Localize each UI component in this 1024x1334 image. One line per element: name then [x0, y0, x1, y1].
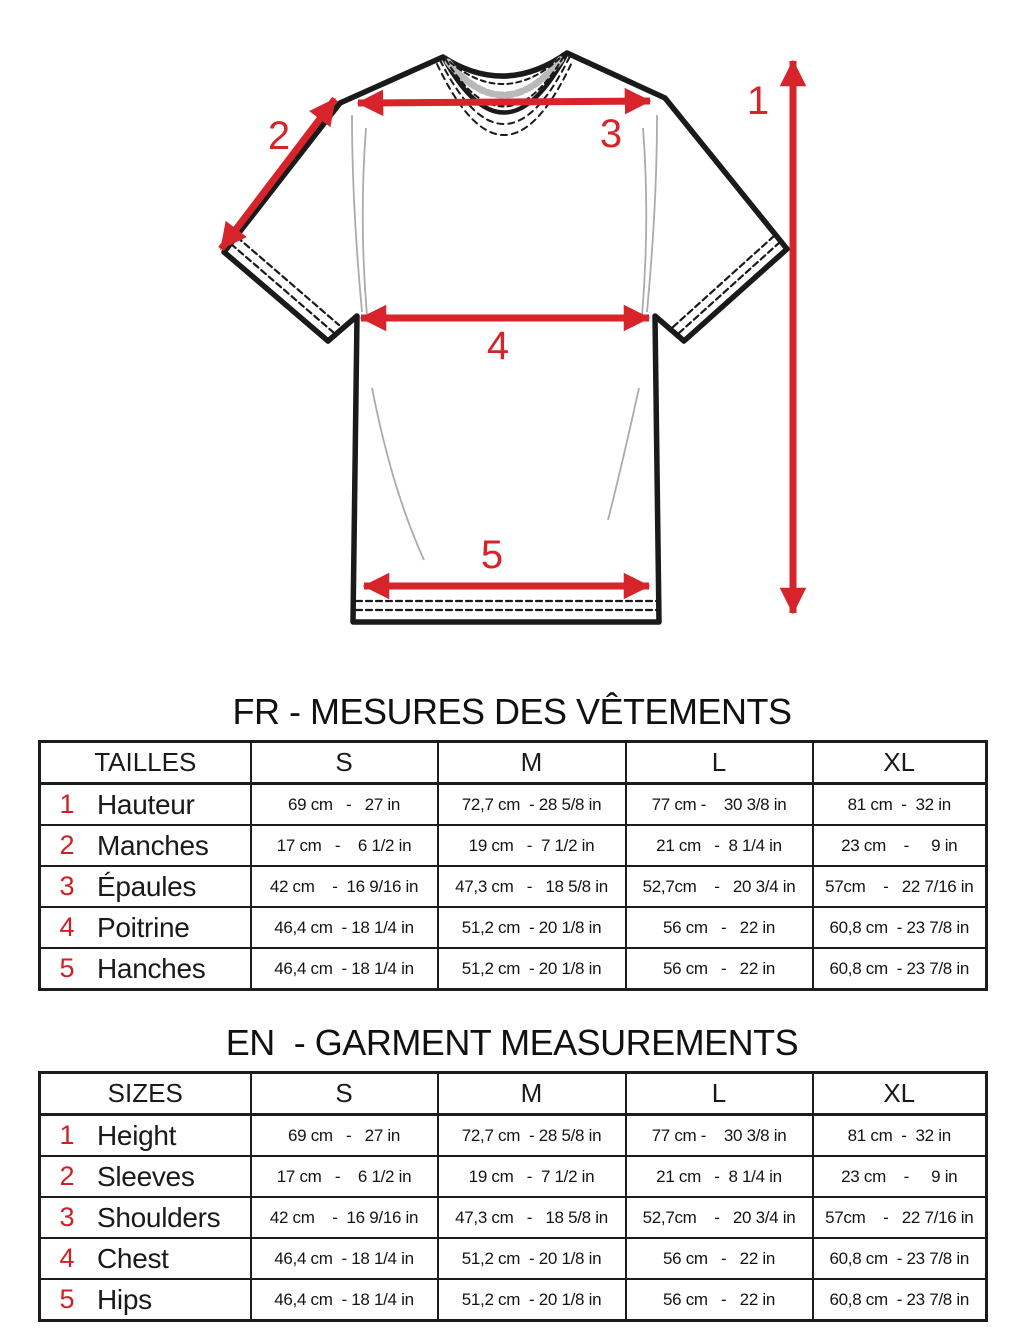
fr-row-epaules: [40, 866, 987, 907]
en-row-sleeves: [40, 1156, 987, 1197]
measure-value-cell: 46,4 cm - 18 1/4 in: [251, 1279, 438, 1321]
measure-value-cell: 60,8 cm - 23 7/8 in: [813, 1238, 987, 1279]
en-row-height: [40, 1115, 987, 1157]
measure-value-cell: 51,2 cm - 20 1/8 in: [438, 907, 626, 948]
row-number: 3: [59, 1202, 75, 1232]
row-number: 3: [59, 871, 75, 901]
measure-value-cell: 42 cm - 16 9/16 in: [251, 1197, 438, 1238]
en-header-xl: XL: [813, 1073, 987, 1115]
measure-value-cell: 19 cm - 7 1/2 in: [438, 825, 626, 866]
arrow-label-4: 4: [486, 324, 510, 368]
fr-row-hanches: [40, 948, 987, 990]
arrow-label-2: 2: [267, 114, 291, 158]
measure-label-cell: [40, 866, 251, 907]
measure-value-cell: 56 cm - 22 in: [626, 1279, 813, 1321]
row-label: Manches: [97, 829, 209, 861]
measure-value-cell: 51,2 cm - 20 1/8 in: [438, 1238, 626, 1279]
en-header-l: L: [626, 1073, 813, 1115]
measure-value-cell: 52,7cm - 20 3/4 in: [626, 1197, 813, 1238]
row-number: 2: [59, 830, 75, 860]
measure-value-cell: 19 cm - 7 1/2 in: [438, 1156, 626, 1197]
fr-row-poitrine: [40, 907, 987, 948]
row-number: 1: [59, 789, 75, 819]
fr-section: [0, 693, 1024, 991]
row-label: Hanches: [97, 952, 206, 984]
measure-value-cell: 72,7 cm - 28 5/8 in: [438, 784, 626, 826]
en-header-m: M: [438, 1073, 626, 1115]
measure-value-cell: 52,7cm - 20 3/4 in: [626, 866, 813, 907]
row-label: Chest: [97, 1242, 169, 1274]
measure-value-cell: 46,4 cm - 18 1/4 in: [251, 907, 438, 948]
measure-label-cell: [40, 1156, 251, 1197]
measure-value-cell: 69 cm - 27 in: [251, 1115, 438, 1157]
arrow-label-5: 5: [480, 533, 504, 577]
row-number: 2: [59, 1161, 75, 1191]
row-number: 1: [59, 1120, 75, 1150]
measure-value-cell: 56 cm - 22 in: [626, 948, 813, 990]
fr-header-m: M: [438, 742, 626, 784]
en-row-hips: [40, 1279, 987, 1321]
measure-value-cell: 17 cm - 6 1/2 in: [251, 1156, 438, 1197]
measure-value-cell: 69 cm - 27 in: [251, 784, 438, 826]
measure-value-cell: 77 cm - 30 3/8 in: [626, 1115, 813, 1157]
row-label: Shoulders: [97, 1201, 221, 1233]
measure-label-cell: [40, 1238, 251, 1279]
measure-value-cell: 60,8 cm - 23 7/8 in: [813, 948, 987, 990]
measure-value-cell: 77 cm - 30 3/8 in: [626, 784, 813, 826]
fr-row-hauteur: [40, 784, 987, 826]
fr-row-manches: [40, 825, 987, 866]
measure-label-cell: [40, 1115, 251, 1157]
measure-value-cell: 42 cm - 16 9/16 in: [251, 866, 438, 907]
en-header-sizes: SIZES: [40, 1073, 251, 1115]
en-size-table: [38, 1071, 988, 1322]
measure-value-cell: 51,2 cm - 20 1/8 in: [438, 948, 626, 990]
measure-value-cell: 51,2 cm - 20 1/8 in: [438, 1279, 626, 1321]
fr-header-sizes: TAILLES: [40, 742, 251, 784]
measure-label-cell: [40, 907, 251, 948]
fr-header-l: L: [626, 742, 813, 784]
measure-value-cell: 23 cm - 9 in: [813, 1156, 987, 1197]
arrow-3-shoulders: [358, 101, 650, 103]
arrow-label-3: 3: [599, 112, 623, 156]
measure-value-cell: 57cm - 22 7/16 in: [813, 1197, 987, 1238]
measure-label-cell: [40, 1279, 251, 1321]
measure-value-cell: 23 cm - 9 in: [813, 825, 987, 866]
arrow-label-1: 1: [746, 79, 770, 123]
measure-value-cell: 72,7 cm - 28 5/8 in: [438, 1115, 626, 1157]
measure-label-cell: [40, 784, 251, 826]
measure-label-cell: [40, 825, 251, 866]
en-title: EN - GARMENT MEASUREMENTS: [225, 1022, 799, 1063]
fr-header-s: S: [251, 742, 438, 784]
measure-value-cell: 17 cm - 6 1/2 in: [251, 825, 438, 866]
en-header-row: [40, 1073, 987, 1115]
measure-value-cell: 56 cm - 22 in: [626, 907, 813, 948]
measure-value-cell: 21 cm - 8 1/4 in: [626, 1156, 813, 1197]
row-label: Hips: [97, 1283, 152, 1315]
measure-value-cell: 46,4 cm - 18 1/4 in: [251, 1238, 438, 1279]
row-label: Height: [97, 1119, 177, 1151]
measure-value-cell: 60,8 cm - 23 7/8 in: [813, 907, 987, 948]
en-header-s: S: [251, 1073, 438, 1115]
row-number: 5: [59, 953, 75, 983]
measure-value-cell: 57cm - 22 7/16 in: [813, 866, 987, 907]
measure-value-cell: 81 cm - 32 in: [813, 784, 987, 826]
row-label: Sleeves: [97, 1160, 195, 1192]
row-label: Épaules: [97, 870, 197, 902]
measure-value-cell: 46,4 cm - 18 1/4 in: [251, 948, 438, 990]
measure-value-cell: 21 cm - 8 1/4 in: [626, 825, 813, 866]
measure-value-cell: 81 cm - 32 in: [813, 1115, 987, 1157]
row-label: Poitrine: [97, 911, 190, 943]
measure-label-cell: [40, 1197, 251, 1238]
row-number: 5: [59, 1284, 75, 1314]
measure-value-cell: 60,8 cm - 23 7/8 in: [813, 1279, 987, 1321]
fr-title: FR - MESURES DES VÊTEMENTS: [232, 691, 792, 732]
en-row-shoulders: [40, 1197, 987, 1238]
en-row-chest: [40, 1238, 987, 1279]
row-label: Hauteur: [97, 788, 195, 820]
measure-label-cell: [40, 948, 251, 990]
row-number: 4: [59, 912, 75, 942]
measure-value-cell: 47,3 cm - 18 5/8 in: [438, 1197, 626, 1238]
measure-value-cell: 47,3 cm - 18 5/8 in: [438, 866, 626, 907]
fr-header-xl: XL: [813, 742, 987, 784]
fr-header-row: [40, 742, 987, 784]
tshirt-measurement-diagram: [0, 0, 1024, 660]
row-number: 4: [59, 1243, 75, 1273]
en-section: [0, 1024, 1024, 1322]
measure-value-cell: 56 cm - 22 in: [626, 1238, 813, 1279]
fr-size-table: [38, 740, 988, 991]
